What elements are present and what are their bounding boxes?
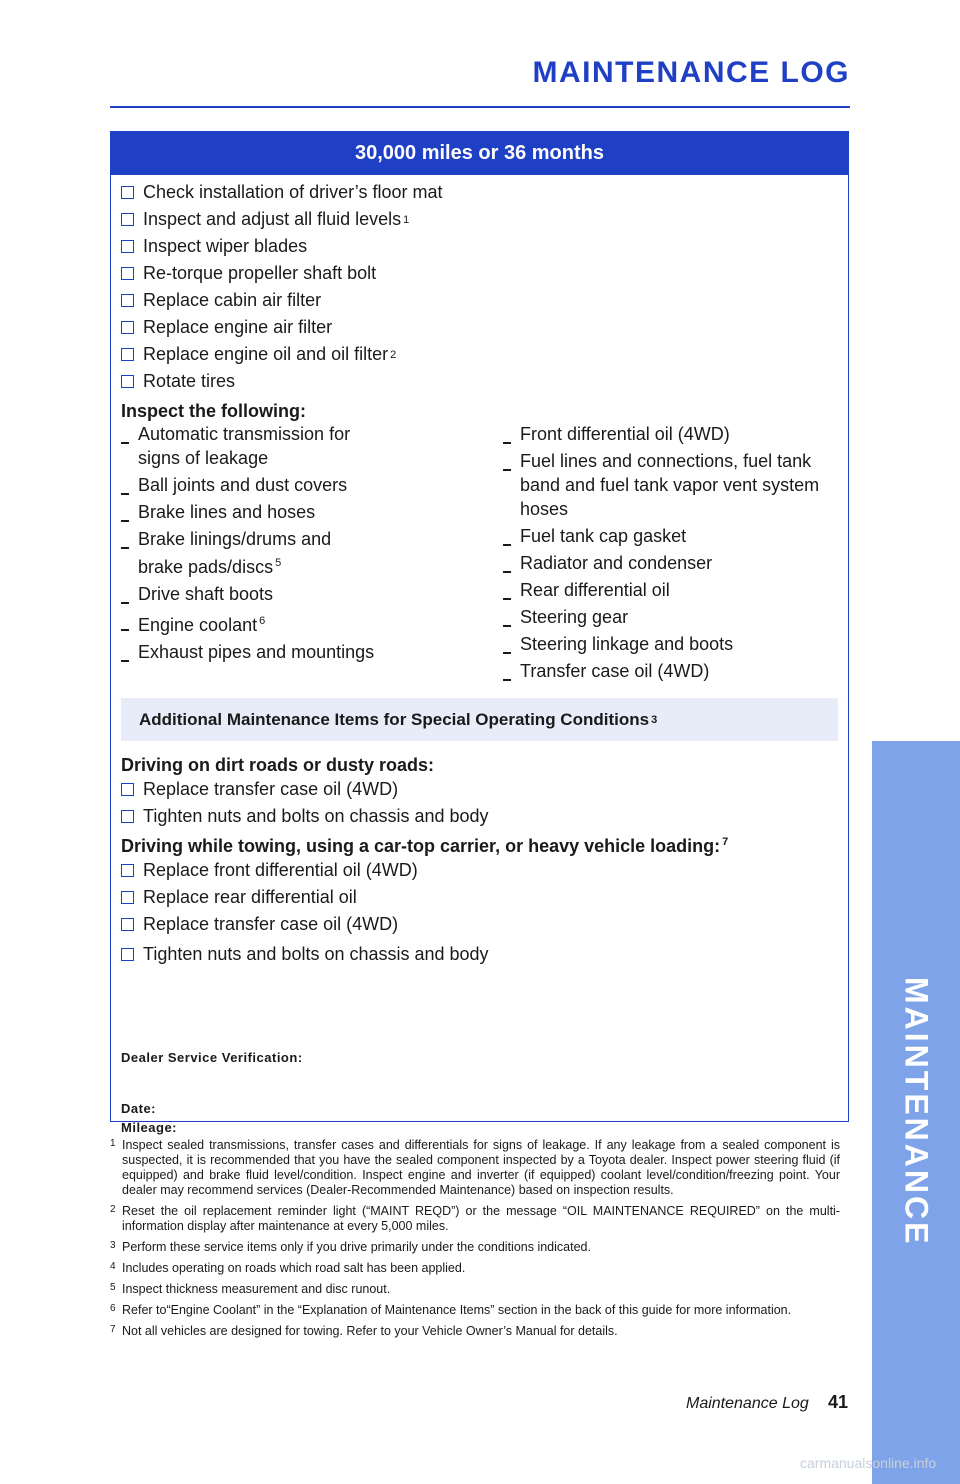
checkbox[interactable] [121,891,134,904]
check-item-label: Replace transfer case oil (4WD) [143,779,399,799]
checkbox[interactable] [121,213,134,226]
checkbox[interactable] [121,294,134,307]
footnote: 6 Refer to“Engine Coolant” in the “Explanation of Maintenance Items” section in the back of this guide for more information. [110,1303,792,1317]
side-tab-label: MAINTENANCE [898,977,935,1247]
inspect-item: Ball joints and dust covers [121,473,503,497]
check-item[interactable] [121,314,838,341]
check-item-label: Inspect and adjust all fluid levels [143,209,402,229]
checkbox[interactable] [121,240,134,253]
check-item-label: Replace engine air filter [143,317,333,337]
inspect-item: Engine coolant $^6$ [121,609,503,637]
date-label: Date: [121,1101,157,1116]
inspect-item: Fuel tank cap gasket [503,524,833,548]
footnote: 2 Reset the oil replacement reminder light (“MAINT REQD”) or the message “OIL MAINTENANCE REQUIRED” on the multi-information display after maintenance at every 5,000 miles. [110,1204,840,1233]
page-title: MAINTENANCE LOG [532,56,850,89]
inspect-item: Rear differential oil [503,578,833,602]
checkbox[interactable] [121,783,134,796]
check-item-label: Re-torque propeller shaft bolt [143,263,377,283]
dirt-roads-heading: Driving on dirt roads or dusty roads: [121,755,435,775]
check-item-label: Tighten nuts and bolts on chassis and body [143,944,489,964]
checkbox[interactable] [121,948,134,961]
dealer-verification-label: Dealer Service Verification: [121,1050,303,1065]
check-item[interactable] [121,341,838,368]
check-item[interactable] [121,206,838,233]
footnote: 1 Inspect sealed transmissions, transfer cases and differentials for signs of leakage. If any leakage from a sealed component is suspected, it is recommended that you have the sealed component inspected by a Toyota dealer. Inspect power steering fluid (if equipped) and brake fluid level/condition. Inspect engine and inverter (if equipped) coolant level/condition/freezing point. Your dealer may recommend services (Dealer-Recommended Maintenance) based on inspection results. [110,1138,840,1197]
checkbox[interactable] [121,864,134,877]
check-item[interactable] [121,884,838,911]
check-item-label: Replace transfer case oil (4WD) [143,914,399,934]
check-item-label: Replace engine oil and oil filter [143,344,389,364]
checklist [111,175,848,1135]
check-item[interactable] [121,776,838,803]
inspect-item: Brake lines and hoses [121,500,503,524]
inspect-item: Automatic transmission for signs of leakage [121,422,351,470]
header-rule [110,106,850,108]
check-item[interactable] [121,260,838,287]
checkbox[interactable] [121,375,134,388]
footnote-ref: 5 [275,557,282,569]
inspect-item: Brake linings/drums and brake pads/discs $^5$ [121,527,341,579]
check-item[interactable] [121,857,838,884]
special-conditions-banner: Additional Maintenance Items for Special Operating Conditions 3 [121,698,838,741]
check-item-label: Replace front differential oil (4WD) [143,860,418,880]
footnote-ref: 3 [651,713,658,726]
check-item[interactable] [121,803,838,830]
footnote-ref: 7 [722,836,729,848]
inspect-item: Fuel lines and connections, fuel tank band and fuel tank vapor vent system hoses [503,449,833,521]
towing-heading: Driving while towing, using a car-top carrier, or heavy vehicle loading: $^7$ [121,836,729,856]
footnote: 4 Includes operating on roads which road salt has been applied. [110,1261,466,1275]
footnote: 7 Not all vehicles are designed for towing. Refer to your Vehicle Owner’s Manual for details. [110,1324,618,1338]
inspect-column-left [121,422,503,686]
checkbox[interactable] [121,321,134,334]
inspect-columns [121,422,838,686]
inspect-heading: Inspect the following: [121,401,306,421]
footnote-ref: 6 [259,615,266,627]
check-item-label: Tighten nuts and bolts on chassis and body [143,806,489,826]
inspect-item: Radiator and condenser [503,551,833,575]
checkbox[interactable] [121,918,134,931]
footnotes [110,1138,840,1345]
inspect-item: Drive shaft boots [121,582,503,606]
maintenance-log-box [110,131,849,1135]
interval-banner [111,132,848,175]
check-item[interactable] [121,179,838,206]
inspect-item: Steering linkage and boots [503,632,833,656]
check-item[interactable] [121,911,838,938]
checkbox[interactable] [121,810,134,823]
interval-title: 30,000 miles or 36 months [354,142,604,164]
check-item-label: Inspect wiper blades [143,236,308,256]
mileage-label: Mileage: [121,1120,178,1135]
check-item[interactable] [121,368,838,395]
checkbox[interactable] [121,348,134,361]
check-item-label: Replace cabin air filter [143,290,322,310]
check-item[interactable] [121,233,838,260]
inspect-column-right [503,422,833,686]
checkbox[interactable] [121,186,134,199]
checkbox[interactable] [121,267,134,280]
check-item-label: Replace rear differential oil [143,887,357,907]
footnote: 3 Perform these service items only if you drive primarily under the conditions indicated. [110,1240,591,1254]
check-item[interactable] [121,941,838,968]
inspect-item: Exhaust pipes and mountings [121,640,503,664]
footnote: 5 Inspect thickness measurement and disc runout. [110,1282,391,1296]
check-item[interactable] [121,287,838,314]
footer-section-label: Maintenance Log [686,1395,809,1412]
inspect-item: Transfer case oil (4WD) [503,659,833,683]
inspect-item: Front differential oil (4WD) [503,422,833,446]
footnote-ref: 2 [390,348,397,361]
check-item-label: Rotate tires [143,371,236,391]
page-number: 41 [828,1392,849,1412]
inspect-item: Steering gear [503,605,833,629]
watermark: carmanualsonline.info [800,1455,937,1471]
footnote-ref: 1 [403,213,410,226]
check-item-label: Check installation of driver’s floor mat [143,182,443,202]
